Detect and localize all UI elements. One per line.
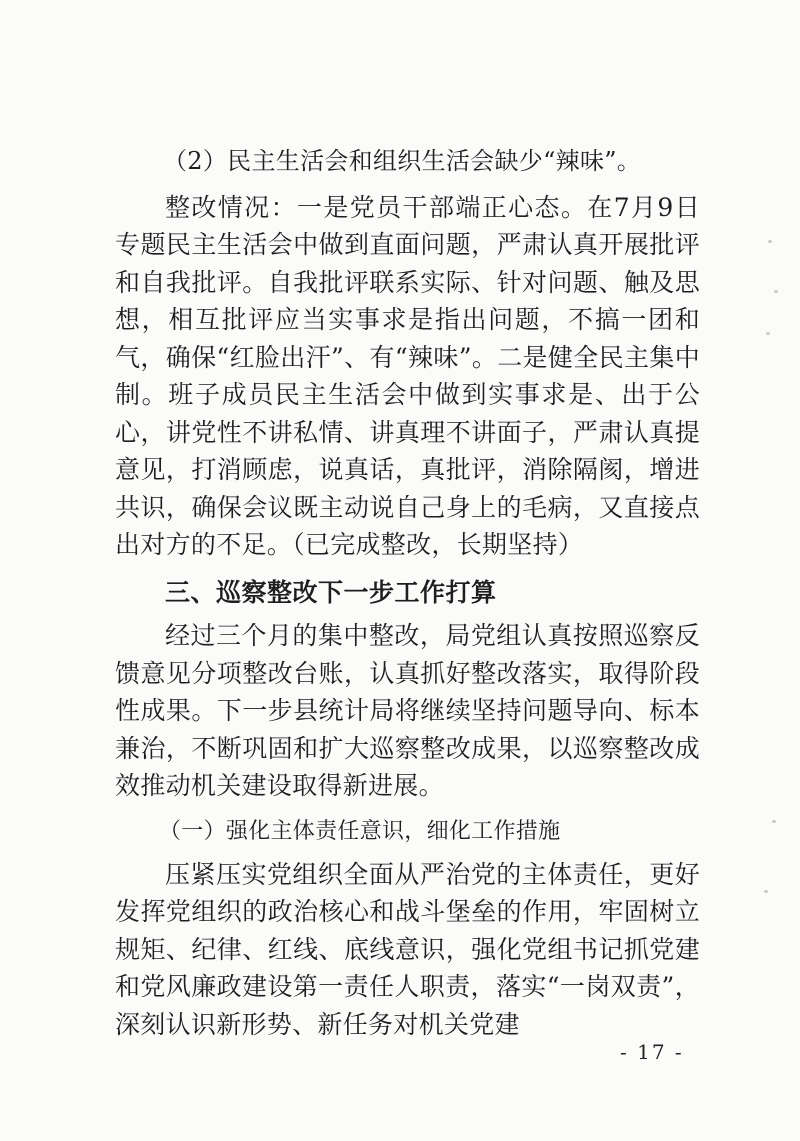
item-2-title: （2）民主生活会和组织生活会缺少“辣味”。: [163, 147, 642, 175]
scan-speck: [768, 240, 772, 243]
scan-speck: [774, 290, 778, 293]
subsection-1-heading: （一）强化主体责任意识，细化工作措施: [159, 818, 561, 844]
scan-speck: [764, 890, 768, 893]
subsection-1-paragraph: 压紧压实党组织全面从严治党的主体责任，更好发挥党组织的政治核心和战斗堡垒的作用，牢固树立规矩、纪律、红线、底线意识，强化党组书记抓党建和党风廉政建设第一责任人职责，落实“一岗双责”，深刻认识新形势、新任务对机关党建: [115, 859, 700, 1039]
section-3-paragraph: 经过三个月的集中整改，局党组认真按照巡察反馈意见分项整改台账，认真抓好整改落实，取得阶段性成果。下一步县统计局将继续坚持问题导向、标本兼治，不断巩固和扩大巡察整改成果，以巡察整改成效推动机关建设取得新进展。: [115, 621, 700, 800]
scan-specks-decoration: [760, 240, 790, 940]
page-number: - 17 -: [620, 1040, 684, 1064]
rectification-paragraph: 整改情况：一是党员干部端正心态。在7月9日专题民主生活会中做到直面问题，严肃认真开展批评和自我批评。自我批评联系实际、针对问题、触及思想，相互批评应当实事求是指出问题，不搞一团和气，确保“红脸出汗”、有“辣味”。二是健全民主集中制。班子成员民主生活会中做到实事求是、出于公心，讲党性不讲私情、讲真理不讲面子，严肃认真提意见，打消顾虑，说真话，真批评，消除隔阂，增进共识，确保会议既主动说自己身上的毛病，又直接点出对方的不足。（已完成整改，长期坚持）: [115, 192, 700, 559]
scan-speck: [766, 332, 770, 335]
scan-speck: [772, 820, 776, 823]
section-3-heading: 三、巡察整改下一步工作打算: [165, 577, 497, 607]
document-body: [115, 143, 700, 1043]
